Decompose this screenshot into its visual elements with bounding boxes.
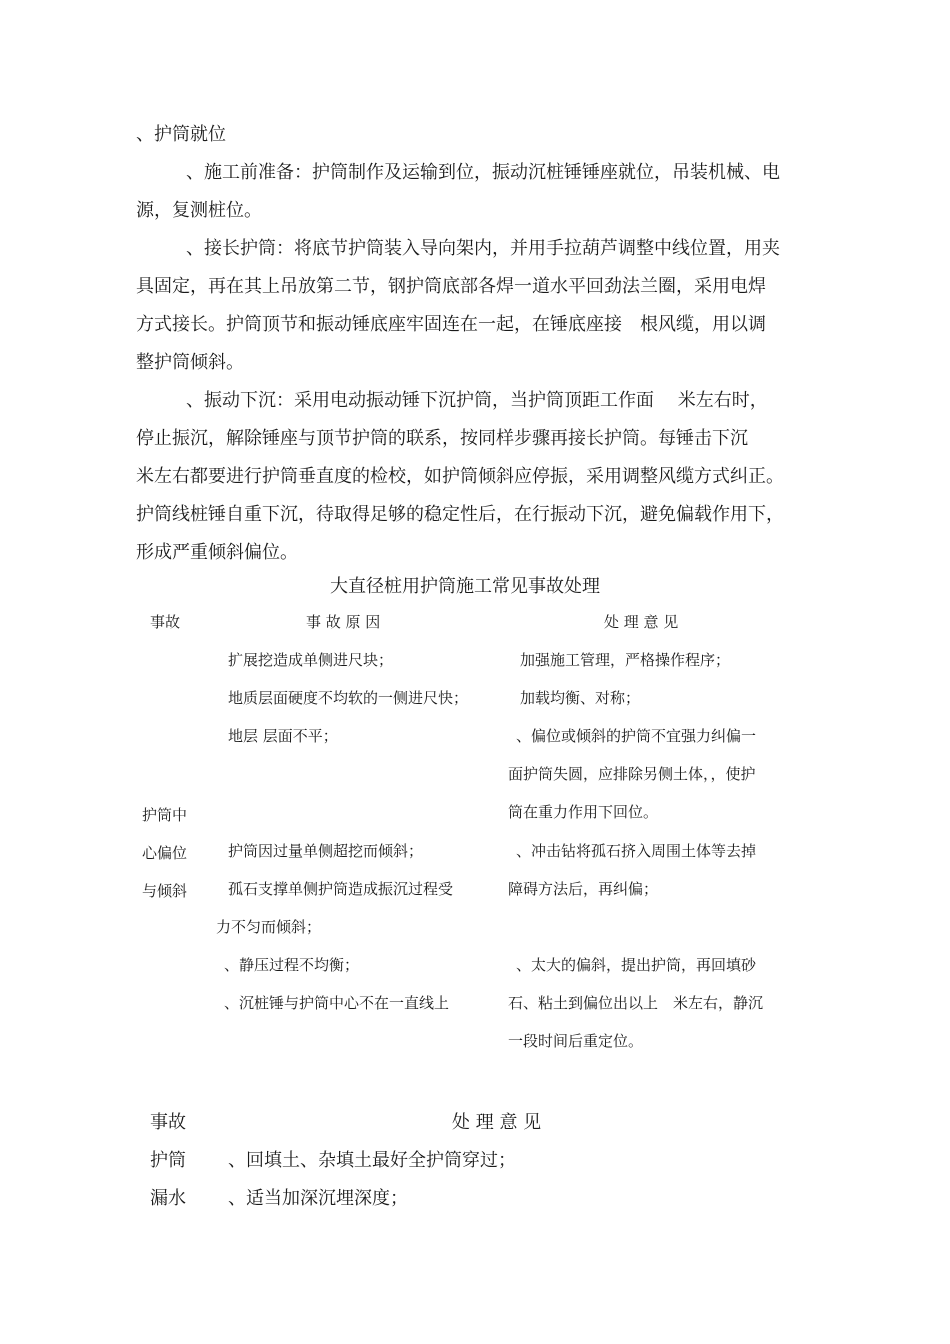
table-cell-cause: 孤石支撑单侧护筒造成振沉过程受	[228, 880, 454, 898]
table2-cell-accident: 护筒	[150, 1150, 186, 1171]
table-cell-cause: 、沉桩锤与护筒中心不在一直线上	[224, 994, 450, 1012]
table-cell-accident: 心偏位	[142, 844, 188, 862]
paragraph-line: 源，复测桩位。	[136, 200, 262, 221]
paragraph-line: 、振动下沉：采用电动振动锤下沉护筒，当护筒顶距工作面 米左右时，	[186, 390, 768, 411]
paragraph-line: 整护筒倾斜。	[136, 352, 244, 373]
paragraph-line: 形成严重倾斜偏位。	[136, 542, 298, 563]
table2-cell-opinion: 、适当加深沉埋深度；	[228, 1188, 408, 1209]
table2-header-accident: 事故	[150, 1112, 186, 1133]
table-cell-opinion: 、太大的偏斜，提出护筒，再回填砂	[516, 956, 757, 974]
table2-header-opinion: 处 理 意 见	[452, 1112, 542, 1133]
table-header-cause: 事 故 原 因	[306, 613, 381, 631]
paragraph-line: 护筒线桩锤自重下沉，待取得足够的稳定性后，在行振动下沉，避免偏载作用下，	[136, 504, 784, 525]
table-cell-opinion: 面护筒失圆，应排除另侧土体，，使护	[508, 765, 756, 783]
table-header-accident: 事故	[150, 613, 181, 631]
paragraph-line: 米左右都要进行护筒垂直度的检校，如护筒倾斜应停振，采用调整风缆方式纠正。	[136, 466, 784, 487]
table-cell-opinion: 石、粘土到偏位出以上 米左右，静沉	[508, 994, 764, 1012]
paragraph-line: 、施工前准备：护筒制作及运输到位，振动沉桩锤锤座就位，吊装机械、电	[186, 162, 780, 183]
table-cell-accident: 与倾斜	[142, 882, 188, 900]
table-cell-cause: 扩展挖造成单侧进尺块；	[228, 651, 394, 669]
table2-cell-accident: 漏水	[150, 1188, 186, 1209]
table-cell-opinion: 、偏位或倾斜的护筒不宜强力纠偏一	[516, 727, 757, 745]
table-cell-opinion: 障碍方法后，再纠偏；	[508, 880, 659, 898]
paragraph-line: 具固定，再在其上吊放第二节，钢护筒底部各焊一道水平回劲法兰圈，采用电焊	[136, 276, 766, 297]
table-cell-cause: 护筒因过量单侧超挖而倾斜；	[228, 842, 424, 860]
table-cell-opinion: 、冲击钻将孤石挤入周围土体等去掉	[516, 842, 757, 860]
table-cell-cause: 地质层面硬度不均软的一侧进尺快；	[228, 689, 469, 707]
table-cell-opinion: 加强施工管理，严格操作程序；	[520, 651, 731, 669]
table-cell-cause: 地层 层面不平；	[228, 727, 338, 745]
section-heading: 、护筒就位	[136, 124, 226, 145]
table-cell-accident: 护筒中	[142, 806, 188, 824]
paragraph-line: 、接长护筒：将底节护筒装入导向架内，并用手拉葫芦调整中线位置，用夹	[186, 238, 780, 259]
table-cell-opinion: 加载均衡、对称；	[520, 689, 641, 707]
paragraph-line: 方式接长。护筒顶节和振动锤底座牢固连在一起，在锤底座接 根风缆，用以调	[136, 314, 766, 335]
table-cell-cause: 力不匀而倾斜；	[216, 918, 322, 936]
paragraph-line: 停止振沉，解除锤座与顶节护筒的联系，按同样步骤再接长护筒。每锤击下沉	[136, 428, 748, 449]
table-title: 大直径桩用护筒施工常见事故处理	[330, 576, 600, 597]
table-cell-opinion: 筒在重力作用下回位。	[508, 803, 659, 821]
table2-cell-opinion: 、回填土、杂填土最好全护筒穿过；	[228, 1150, 516, 1171]
table-cell-cause: 、静压过程不均衡；	[224, 956, 360, 974]
table-header-opinion: 处 理 意 见	[604, 613, 679, 631]
table-cell-opinion: 一段时间后重定位。	[508, 1032, 644, 1050]
